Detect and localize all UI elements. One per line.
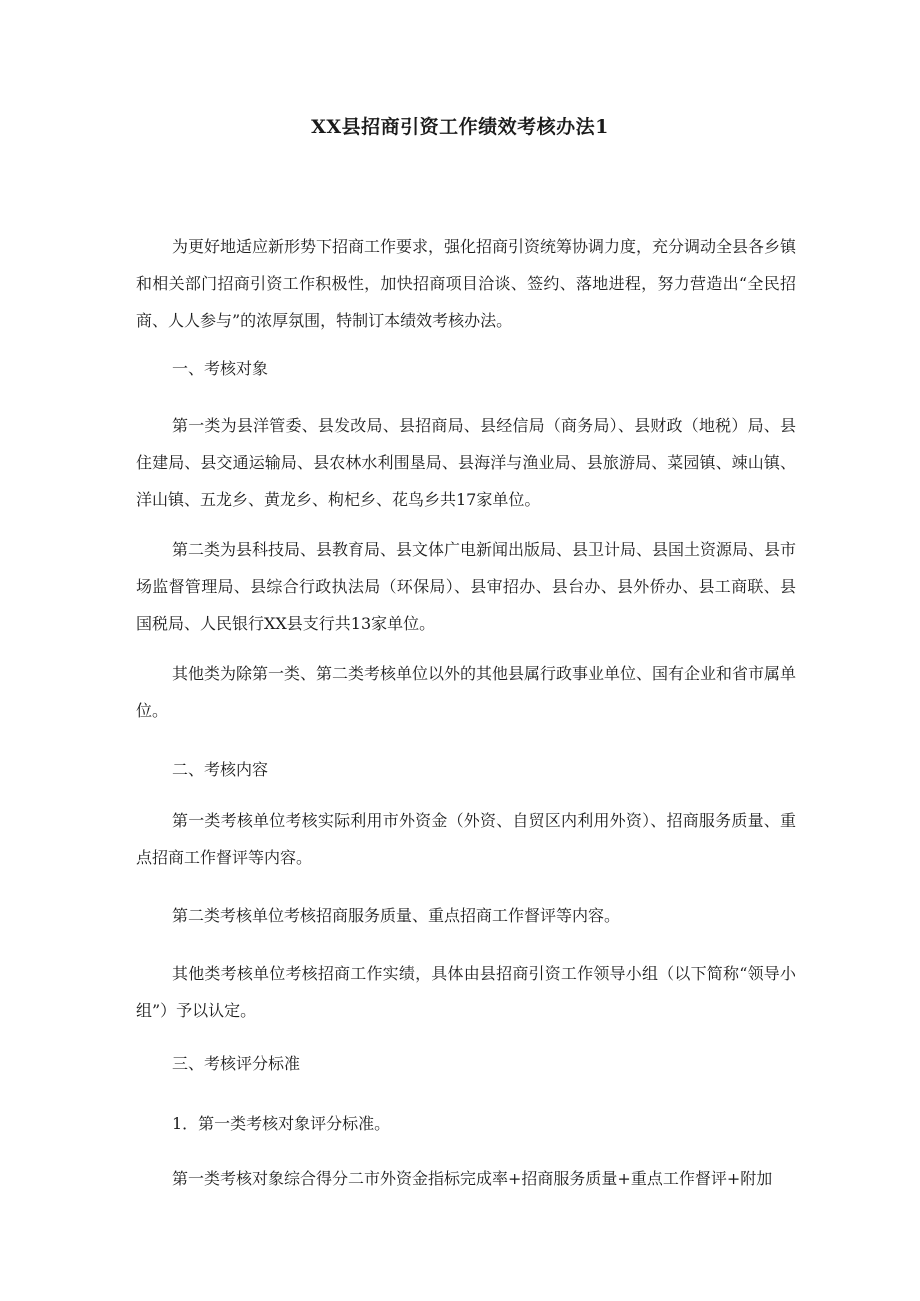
paragraph-content-two: 第二类考核单位考核招商服务质量、重点招商工作督评等内容。 (172, 906, 621, 925)
paragraph-category-other: 其他类为除第一类、第二类考核单位以外的其他县属行政事业单位、国有企业和省市属单位。 (136, 664, 797, 720)
paragraph-scoring-one: 第一类考核对象综合得分二市外资金指标完成率+招商服务质量+重点工作督评+附加 (172, 1169, 773, 1188)
section-heading-scoring: 三、考核评分标准 (172, 1054, 301, 1073)
paragraph-category-one: 第一类为县洋管委、县发改局、县招商局、县经信局（商务局）、县财政（地税）局、县住建局、县交通运输局、县农林水利围垦局、县海洋与渔业局、县旅游局、菜园镇、竦山镇、洋山镇、五龙乡、黄龙乡、枸杞乡、花鸟乡共17家单位。 (136, 416, 796, 509)
section-heading-targets: 一、考核对象 (172, 359, 269, 378)
subheading-scoring-one: 1．第一类考核对象评分标准。 (172, 1114, 391, 1133)
paragraph-content-other: 其他类考核单位考核招商工作实绩，具体由县招商引资工作领导小组（以下简称“领导小组”）予以认定。 (136, 964, 796, 1020)
document-title: XX县招商引资工作绩效考核办法1 (311, 116, 609, 138)
intro-paragraph: 为更好地适应新形势下招商工作要求，强化招商引资统筹协调力度，充分调动全县各乡镇和相关部门招商引资工作积极性，加快招商项目洽谈、签约、落地进程，努力营造出“全民招商、人人参与”的浓厚氛围，特制订本绩效考核办法。 (136, 237, 797, 330)
paragraph-content-one: 第一类考核单位考核实际利用市外资金（外资、自贸区内利用外资）、招商服务质量、重点招商工作督评等内容。 (136, 811, 796, 867)
paragraph-category-two: 第二类为县科技局、县教育局、县文体广电新闻出版局、县卫计局、县国土资源局、县市场监督管理局、县综合行政执法局（环保局）、县审招办、县台办、县外侨办、县工商联、县国税局、人民银行XX县支行共13家单位。 (136, 540, 797, 633)
section-heading-content: 二、考核内容 (172, 760, 269, 779)
